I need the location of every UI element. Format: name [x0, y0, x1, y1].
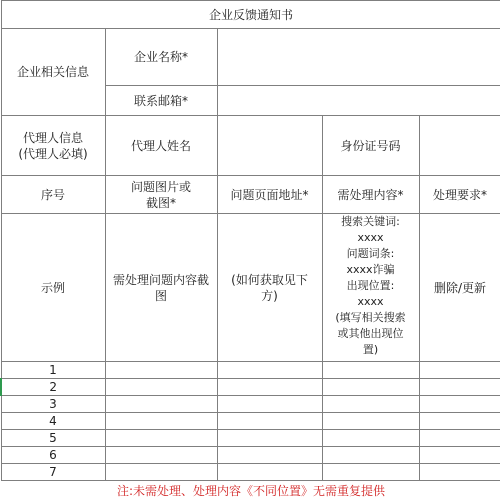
- table-cell[interactable]: [419, 464, 500, 481]
- company-info-label: 企业相关信息: [1, 29, 105, 116]
- table-cell[interactable]: [217, 362, 322, 379]
- table-cell[interactable]: [322, 413, 419, 430]
- row-index: 2: [1, 379, 105, 396]
- header-content: 需处理内容*: [322, 176, 419, 214]
- agent-info-label: 代理人信息 (代理人必填): [1, 116, 105, 176]
- table-cell[interactable]: [217, 413, 322, 430]
- table-cell[interactable]: [217, 447, 322, 464]
- table-cell[interactable]: [419, 413, 500, 430]
- table-cell[interactable]: [419, 379, 500, 396]
- table-cell[interactable]: [217, 430, 322, 447]
- agent-name-label: 代理人姓名: [105, 116, 217, 176]
- row-index: 6: [1, 447, 105, 464]
- row-index: 1: [1, 362, 105, 379]
- row-index: 4: [1, 413, 105, 430]
- table-cell[interactable]: [322, 362, 419, 379]
- table-cell[interactable]: [322, 430, 419, 447]
- example-url: (如何获取见下 方): [217, 214, 322, 362]
- contact-email-field[interactable]: [217, 86, 500, 116]
- table-cell[interactable]: [322, 447, 419, 464]
- table-cell[interactable]: [217, 396, 322, 413]
- company-name-field[interactable]: [217, 29, 500, 86]
- table-cell[interactable]: [105, 396, 217, 413]
- table-cell[interactable]: [105, 447, 217, 464]
- example-label: 示例: [1, 214, 105, 362]
- id-number-field[interactable]: [419, 116, 500, 176]
- example-content: 搜索关键词: xxxx 问题词条: xxxx诈骗 出现位置: xxxx (填写相关搜索 或其他出现位 置): [322, 214, 419, 362]
- id-number-label: 身份证号码: [322, 116, 419, 176]
- header-page-url: 问题页面地址*: [217, 176, 322, 214]
- contact-email-label: 联系邮箱*: [105, 86, 217, 116]
- header-index: 序号: [1, 176, 105, 214]
- footer-note: 注:未需处理、处理内容《不同位置》无需重复提供: [116, 484, 386, 498]
- agent-name-field[interactable]: [217, 116, 322, 176]
- table-cell[interactable]: [105, 362, 217, 379]
- table-cell[interactable]: [105, 379, 217, 396]
- table-cell[interactable]: [217, 464, 322, 481]
- table-cell[interactable]: [105, 464, 217, 481]
- table-cell[interactable]: [419, 396, 500, 413]
- header-screenshot: 问题图片或 截图*: [105, 176, 217, 214]
- table-cell[interactable]: [322, 379, 419, 396]
- table-cell[interactable]: [419, 362, 500, 379]
- table-cell[interactable]: [322, 396, 419, 413]
- row-index: 3: [1, 396, 105, 413]
- table-cell[interactable]: [419, 447, 500, 464]
- company-name-label: 企业名称*: [105, 29, 217, 86]
- example-action: 删除/更新: [419, 214, 500, 362]
- row-index: 7: [1, 464, 105, 481]
- table-cell[interactable]: [105, 413, 217, 430]
- table-cell[interactable]: [217, 379, 322, 396]
- header-action: 处理要求*: [419, 176, 500, 214]
- example-screenshot: 需处理问题内容截 图: [105, 214, 217, 362]
- form-title: 企业反馈通知书: [1, 1, 500, 29]
- table-cell[interactable]: [105, 430, 217, 447]
- row-index: 5: [1, 430, 105, 447]
- table-cell[interactable]: [419, 430, 500, 447]
- table-cell[interactable]: [322, 464, 419, 481]
